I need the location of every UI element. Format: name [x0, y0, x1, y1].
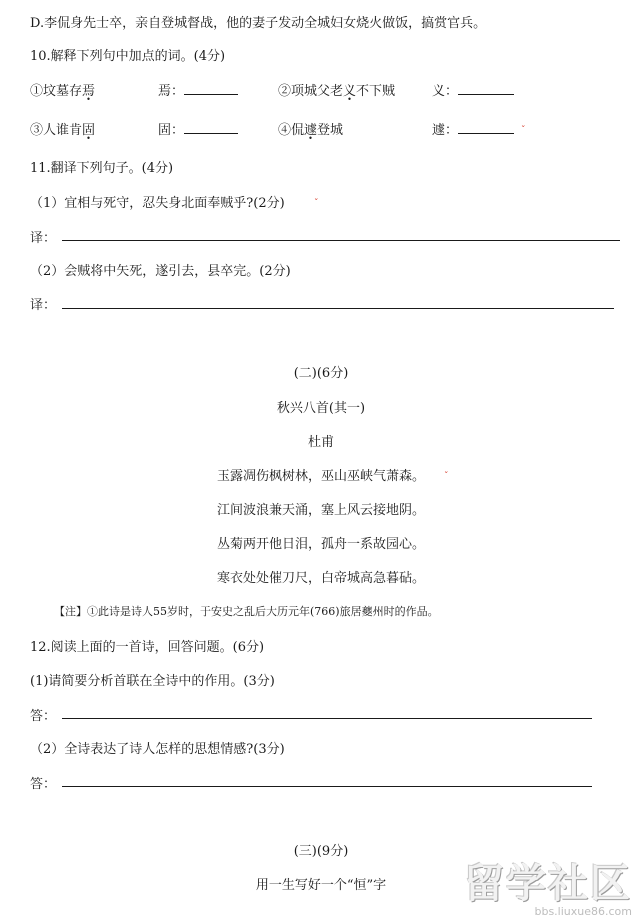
q12-answer-2: 答： — [30, 777, 57, 792]
q10-item-1: ①坟墓存焉 — [30, 84, 96, 99]
question-12: 12.阅读上面的一首诗，回答问题。(6分) — [30, 640, 265, 655]
answer-line[interactable] — [62, 706, 592, 719]
spellcheck-mark: ˇ — [314, 199, 319, 209]
poem-title: 秋兴八首(其一) — [276, 401, 366, 416]
article-title: 用一生写好一个“恒”字 — [255, 878, 387, 893]
section-3-heading: (三)(9分) — [293, 844, 349, 859]
q10-item-3: ③人谁肯固 — [30, 123, 96, 138]
answer-blank[interactable] — [184, 82, 238, 95]
dotted-char: 遽 — [304, 123, 318, 138]
poem-line-1: 玉露凋伤枫树林，巫山巫峡气萧森。 — [216, 469, 425, 484]
q10-answer-3: 固： — [158, 119, 238, 138]
q10-item-4: ④侃遽登城 — [278, 123, 344, 138]
q11-answer-1: 译： — [30, 231, 57, 246]
answer-line[interactable] — [62, 774, 592, 787]
q11-answer-2: 译： — [30, 298, 57, 313]
poem-line-2: 江间波浪兼天涌，塞上风云接地阴。 — [216, 503, 425, 518]
q10-item-2: ②项城父老义不下贼 — [278, 84, 396, 99]
answer-blank[interactable] — [458, 121, 514, 134]
poem-line-3: 丛菊两开他日泪，孤舟一系故园心。 — [216, 537, 425, 552]
answer-line[interactable] — [62, 296, 614, 309]
answer-line[interactable] — [62, 228, 620, 241]
question-11: 11.翻译下列句子。(4分) — [30, 161, 174, 176]
q10-answer-2: 义： — [432, 80, 514, 99]
answer-blank[interactable] — [184, 121, 238, 134]
q12-sub-2: （2）全诗表达了诗人怎样的思想情感?(3分) — [30, 742, 285, 757]
poem-line-4: 寒衣处处催刀尺，白帝城高急暮砧。 — [216, 571, 425, 586]
q12-sub-1: (1)请简要分析首联在全诗中的作用。(3分) — [30, 674, 275, 689]
q10-answer-4: 遽： — [432, 119, 514, 138]
answer-blank[interactable] — [458, 82, 514, 95]
watermark-logo: 留学社区 — [464, 861, 632, 907]
option-d: D.李侃身先士卒，亲自登城督战，他的妻子发动全城妇女烧火做饭，搞赏官兵。 — [30, 16, 487, 31]
site-watermark — [464, 852, 632, 918]
q12-answer-1: 答： — [30, 709, 57, 724]
spellcheck-mark: ˇ — [521, 126, 526, 136]
poem-note: 【注】①此诗是诗人55岁时，于安史之乱后大历元年(766)旅居夔州时的作品。 — [54, 605, 439, 618]
dotted-char: 义 — [343, 84, 357, 99]
question-10: 10.解释下列句中加点的词。(4分) — [30, 49, 226, 64]
section-2-heading: (二)(6分) — [293, 366, 349, 381]
dotted-char: 焉 — [82, 84, 96, 99]
q11-sentence-2: （2）会贼将中矢死，遂引去，县卒完。(2分) — [30, 264, 291, 279]
q11-sentence-1: （1）宜相与死守，忍失身北面奉贼乎?(2分) — [30, 196, 285, 211]
spellcheck-mark: ˇ — [444, 472, 449, 482]
dotted-char: 固 — [82, 123, 96, 138]
poem-author: 杜甫 — [307, 435, 334, 450]
watermark-url: bbs.liuxue86.com — [534, 905, 632, 918]
q10-answer-1: 焉： — [158, 80, 238, 99]
